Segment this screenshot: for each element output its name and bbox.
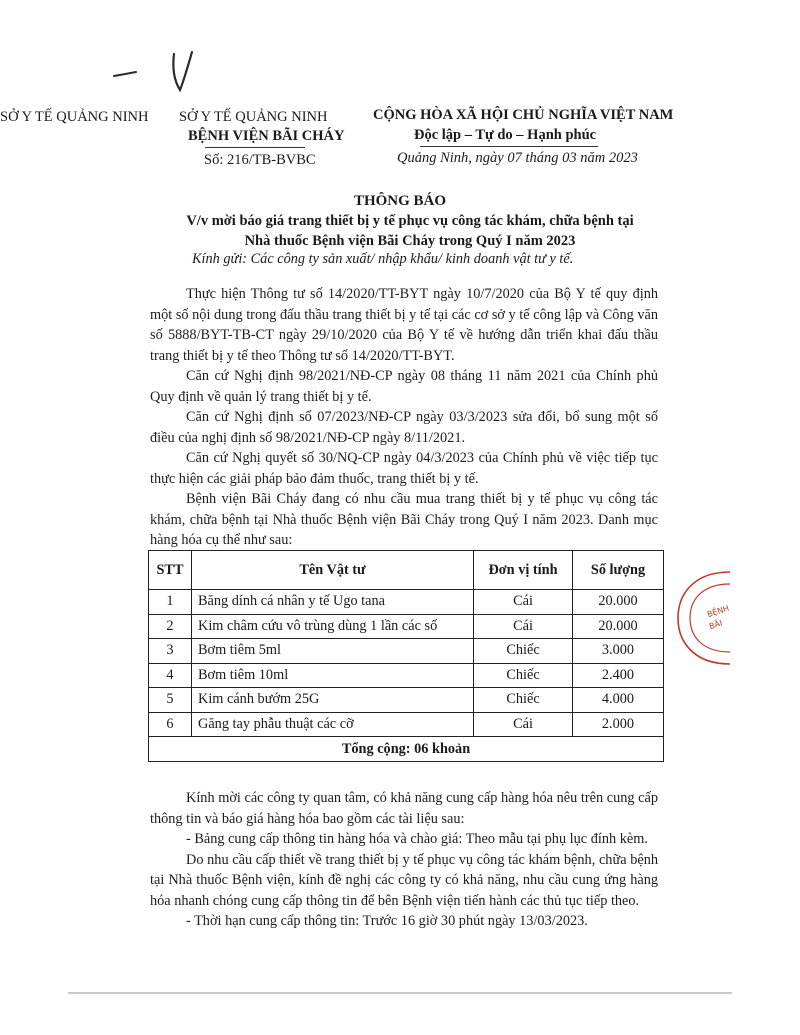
header-stt: STT (149, 551, 192, 590)
paragraph: Căn cứ Nghị định số 07/2023/NĐ-CP ngày 03/3/2023 sửa đổi, bổ sung một số điều của nghị định số 98/2021/NĐ-CP ngày 8/11/2021. (150, 409, 658, 446)
table-row (149, 614, 664, 639)
recipient: Kính gửi: Các công ty sản xuất/ nhập khẩu/ kinh doanh vật tư y tế. (192, 251, 574, 267)
cell-stt: 6 (149, 712, 192, 737)
subtitle-line2: Nhà thuốc Bệnh viện Bãi Cháy trong Quý I năm 2023 (244, 233, 576, 249)
date-place: Quảng Ninh, ngày 07 tháng 03 năm 2023 (397, 150, 638, 166)
cell-unit: Cái (474, 712, 573, 737)
header-unit: Đơn vị tính (474, 551, 573, 590)
cell-stt: 1 (149, 590, 192, 615)
cell-quantity: 3.000 (573, 639, 664, 664)
body-section (150, 284, 658, 551)
cell-item-name: Bơm tiêm 5ml (192, 639, 474, 664)
cell-unit: Cái (474, 590, 573, 615)
subtitle-line1: V/v mời báo giá trang thiết bị y tế phục vụ công tác khám, chữa bệnh tại (186, 213, 634, 229)
cell-quantity: 4.000 (573, 688, 664, 713)
national-motto: Độc lập – Tự do – Hạnh phúc (414, 127, 597, 143)
cell-stt: 5 (149, 688, 192, 713)
header-quantity: Số lượng (573, 551, 664, 590)
table-row (149, 688, 664, 713)
paragraph: Bệnh viện Bãi Cháy đang có nhu cầu mua trang thiết bị y tế phục vụ công tác khám, chữa bệnh tại Nhà thuốc Bệnh viện Bãi Cháy trong Quý I năm 2023. Danh mục hàng hóa cụ thể như sau: (150, 491, 658, 548)
document-title: THÔNG BÁO (353, 193, 447, 209)
cell-quantity: 20.000 (573, 590, 664, 615)
page-edge-shadow (68, 992, 732, 994)
motto-underline (420, 146, 598, 147)
items-table (148, 550, 664, 762)
table-total: Tổng cộng: 06 khoản (149, 737, 664, 762)
table-row (149, 639, 664, 664)
cell-quantity: 2.400 (573, 663, 664, 688)
list-item: - Thời hạn cung cấp thông tin: Trước 16 giờ 30 phút ngày 13/03/2023. (186, 913, 588, 929)
cell-stt: 3 (149, 639, 192, 664)
cell-quantity: 20.000 (573, 614, 664, 639)
table-row (149, 712, 664, 737)
table-row (149, 590, 664, 615)
ministry-name: SỞ Y TẾ QUẢNG NINH (179, 109, 328, 125)
red-stamp (672, 568, 732, 668)
svg-text:BỆNH: BỆNH (706, 603, 731, 620)
paragraph: Kính mời các công ty quan tâm, có khả năng cung cấp hàng hóa nêu trên cung cấp thông tin và báo giá hàng hóa bao gồm các tài liệu sau: (150, 790, 658, 827)
closing-section (150, 788, 658, 932)
list-item: - Bảng cung cấp thông tin hàng hóa và chào giá: Theo mẫu tại phụ lục đính kèm. (186, 831, 648, 847)
hospital-underline (205, 147, 305, 148)
cell-quantity: 2.000 (573, 712, 664, 737)
cell-unit: Chiếc (474, 688, 573, 713)
paragraph: Thực hiện Thông tư số 14/2020/TT-BYT ngày 10/7/2020 của Bộ Y tế quy định một số nội dung trong đấu thầu trang thiết bị y tế tại các cơ sở y tế công lập và Công văn số 5888/BYT-TB-CT ngày 29/10/2020 của Bộ Y tế về hướng dẫn triển khai đấu thầu trang thiết bị y tế theo Thông tư số 14/2020/TT-BYT. (150, 286, 658, 364)
paragraph: Căn cứ Nghị định 98/2021/NĐ-CP ngày 08 tháng 11 năm 2021 của Chính phủ Quy định về quản lý trang thiết bị y tế. (150, 368, 658, 405)
country-name: CỘNG HÒA XÃ HỘI CHỦ NGHĨA VIỆT NAM (373, 107, 674, 123)
header-item-name: Tên Vật tư (192, 551, 474, 590)
cell-item-name: Kim châm cứu vô trùng dùng 1 lần các số (192, 614, 474, 639)
handwritten-mark (112, 46, 202, 96)
cell-item-name: Bơm tiêm 10ml (192, 663, 474, 688)
cell-item-name: Găng tay phẫu thuật các cỡ (192, 712, 474, 737)
cell-unit: Cái (474, 614, 573, 639)
table-total-row (149, 737, 664, 762)
table-header-row (149, 551, 664, 590)
svg-text:BÃI: BÃI (708, 618, 724, 632)
cell-unit: Chiếc (474, 663, 573, 688)
cell-item-name: Kim cánh bướm 25G (192, 688, 474, 713)
paragraph: Căn cứ Nghị quyết số 30/NQ-CP ngày 04/3/2023 của Chính phủ về việc tiếp tục thực hiện các giải pháp bảo đảm thuốc, trang thiết bị y tế. (150, 450, 658, 487)
document-number: Số: 216/TB-BVBC (204, 152, 316, 168)
cell-item-name: Băng dính cá nhân y tế Ugo tana (192, 590, 474, 615)
paragraph: Do nhu cầu cấp thiết về trang thiết bị y tế phục vụ công tác khám bệnh, chữa bệnh tại Nhà thuốc Bệnh viện, kính đề nghị các công ty có khả năng, nhu cầu cung ứng hàng hóa nhanh chóng cung cấp thông tin để bên Bệnh viện tiến hành các thủ tục tiếp theo. (150, 851, 658, 909)
cell-stt: 2 (149, 614, 192, 639)
cell-stt: 4 (149, 663, 192, 688)
hospital-name: BỆNH VIỆN BÃI CHÁY (188, 128, 345, 144)
cell-unit: Chiếc (474, 639, 573, 664)
table-row (149, 663, 664, 688)
